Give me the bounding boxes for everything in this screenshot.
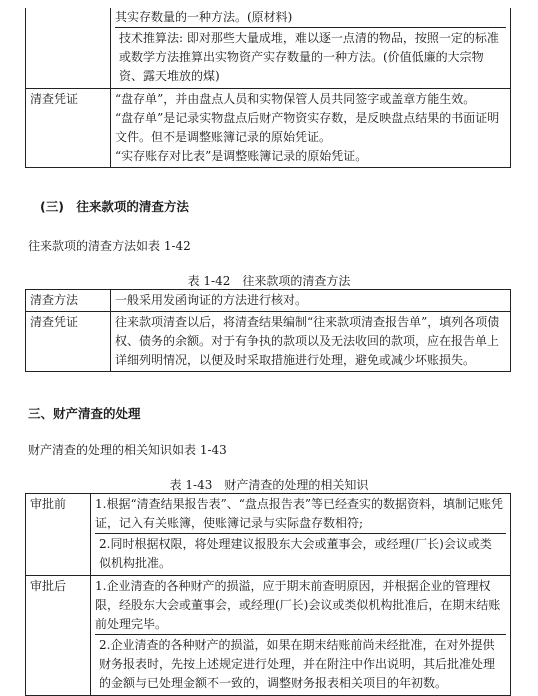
table-caption: 表 1-43 财产清查的处理的相关知识: [169, 478, 369, 492]
row-label: [26, 8, 111, 89]
cell-text: “盘存单”是记录实物盘点后财产物资实存数，是反映盘点结果的书面证明文件。但不是调整账簿记录的原始凭证。: [115, 111, 500, 144]
row-label: 清查凭证: [26, 312, 111, 372]
table-row: [26, 312, 511, 372]
section-heading: (三) 往来款项的清查方法: [40, 199, 189, 214]
row-content: [91, 576, 511, 696]
row-label: 审批后: [26, 576, 91, 696]
row-content: [91, 494, 511, 576]
row-content: [111, 89, 511, 168]
cell-text: “实存账存对比表”是调整账簿记录的原始凭证。: [115, 149, 368, 163]
section-heading: 三、财产清查的处理: [28, 406, 141, 421]
section-intro: 财产清查的处理的相关知识如表 1-43: [28, 443, 227, 457]
table-row: [26, 89, 511, 168]
cell-text: “盘存单”，并由盘点人员和实物保管人员共同签字或盖章方能生效。: [115, 92, 476, 106]
cell-text: 2.同时根据权限，将处理建议报股东大会或董事会，或经理(厂长)会议或类似机构批准。: [95, 533, 506, 574]
cell-text: 其实存数量的一种方法。(原材料): [115, 10, 293, 24]
inventory-method-table: [25, 8, 511, 168]
row-label: 审批前: [26, 494, 91, 576]
cell-text: 1.企业清查的各种财产的损溢，应于期末前查明原因，并根据企业的管理权限，经股东大会或董事会，或经理(厂长)会议或类似机构批准后，在期末结账前处理完毕。: [95, 579, 501, 631]
cell-text: 1.根据“清查结果报告表”、“盘点报告表”等已经查实的数据资料，填制记账凭证，记入有关账簿，使账簿记录与实际盘存数相符;: [95, 497, 503, 530]
processing-table: [25, 493, 511, 696]
table-row: [26, 8, 511, 89]
row-label: 清查凭证: [26, 89, 111, 168]
table-row: [26, 494, 511, 576]
table-caption: 表 1-42 往来款项的清查方法: [187, 274, 351, 288]
row-content: [111, 8, 511, 89]
cell-text: 2.企业清查的各种财产的损溢，如果在期末结账前尚未经批准，在对外提供财务报表时，先按上述规定进行处理，并在附注中作出说明，其后批准处理的金额与已处理金额不一致的，调整财务报表相关项目的年初数。: [95, 634, 506, 694]
section-intro: 往来款项的清查方法如表 1-42: [28, 239, 191, 253]
table-row: [26, 576, 511, 696]
receivables-table: [25, 289, 511, 372]
table-row: [26, 290, 511, 312]
row-content: 一般采用发函询证的方法进行核对。: [111, 290, 511, 312]
row-label: 清查方法: [26, 290, 111, 312]
row-content: 往来款项清查以后，将清查结果编制“往来款项清查报告单”，填列各项债权、债务的余额。对于有争执的款项以及无法收回的款项，应在报告单上详细列明情况，以便及时采取措施进行处理，避免或减少坏账损失。: [111, 312, 511, 372]
cell-text: 技术推算法: 即对那些大量成堆，难以逐一点清的物品，按照一定的标准或数学方法推算出实物资产实存数量的一种方法。(价值低廉的大宗物资、露天堆放的煤): [115, 27, 506, 87]
